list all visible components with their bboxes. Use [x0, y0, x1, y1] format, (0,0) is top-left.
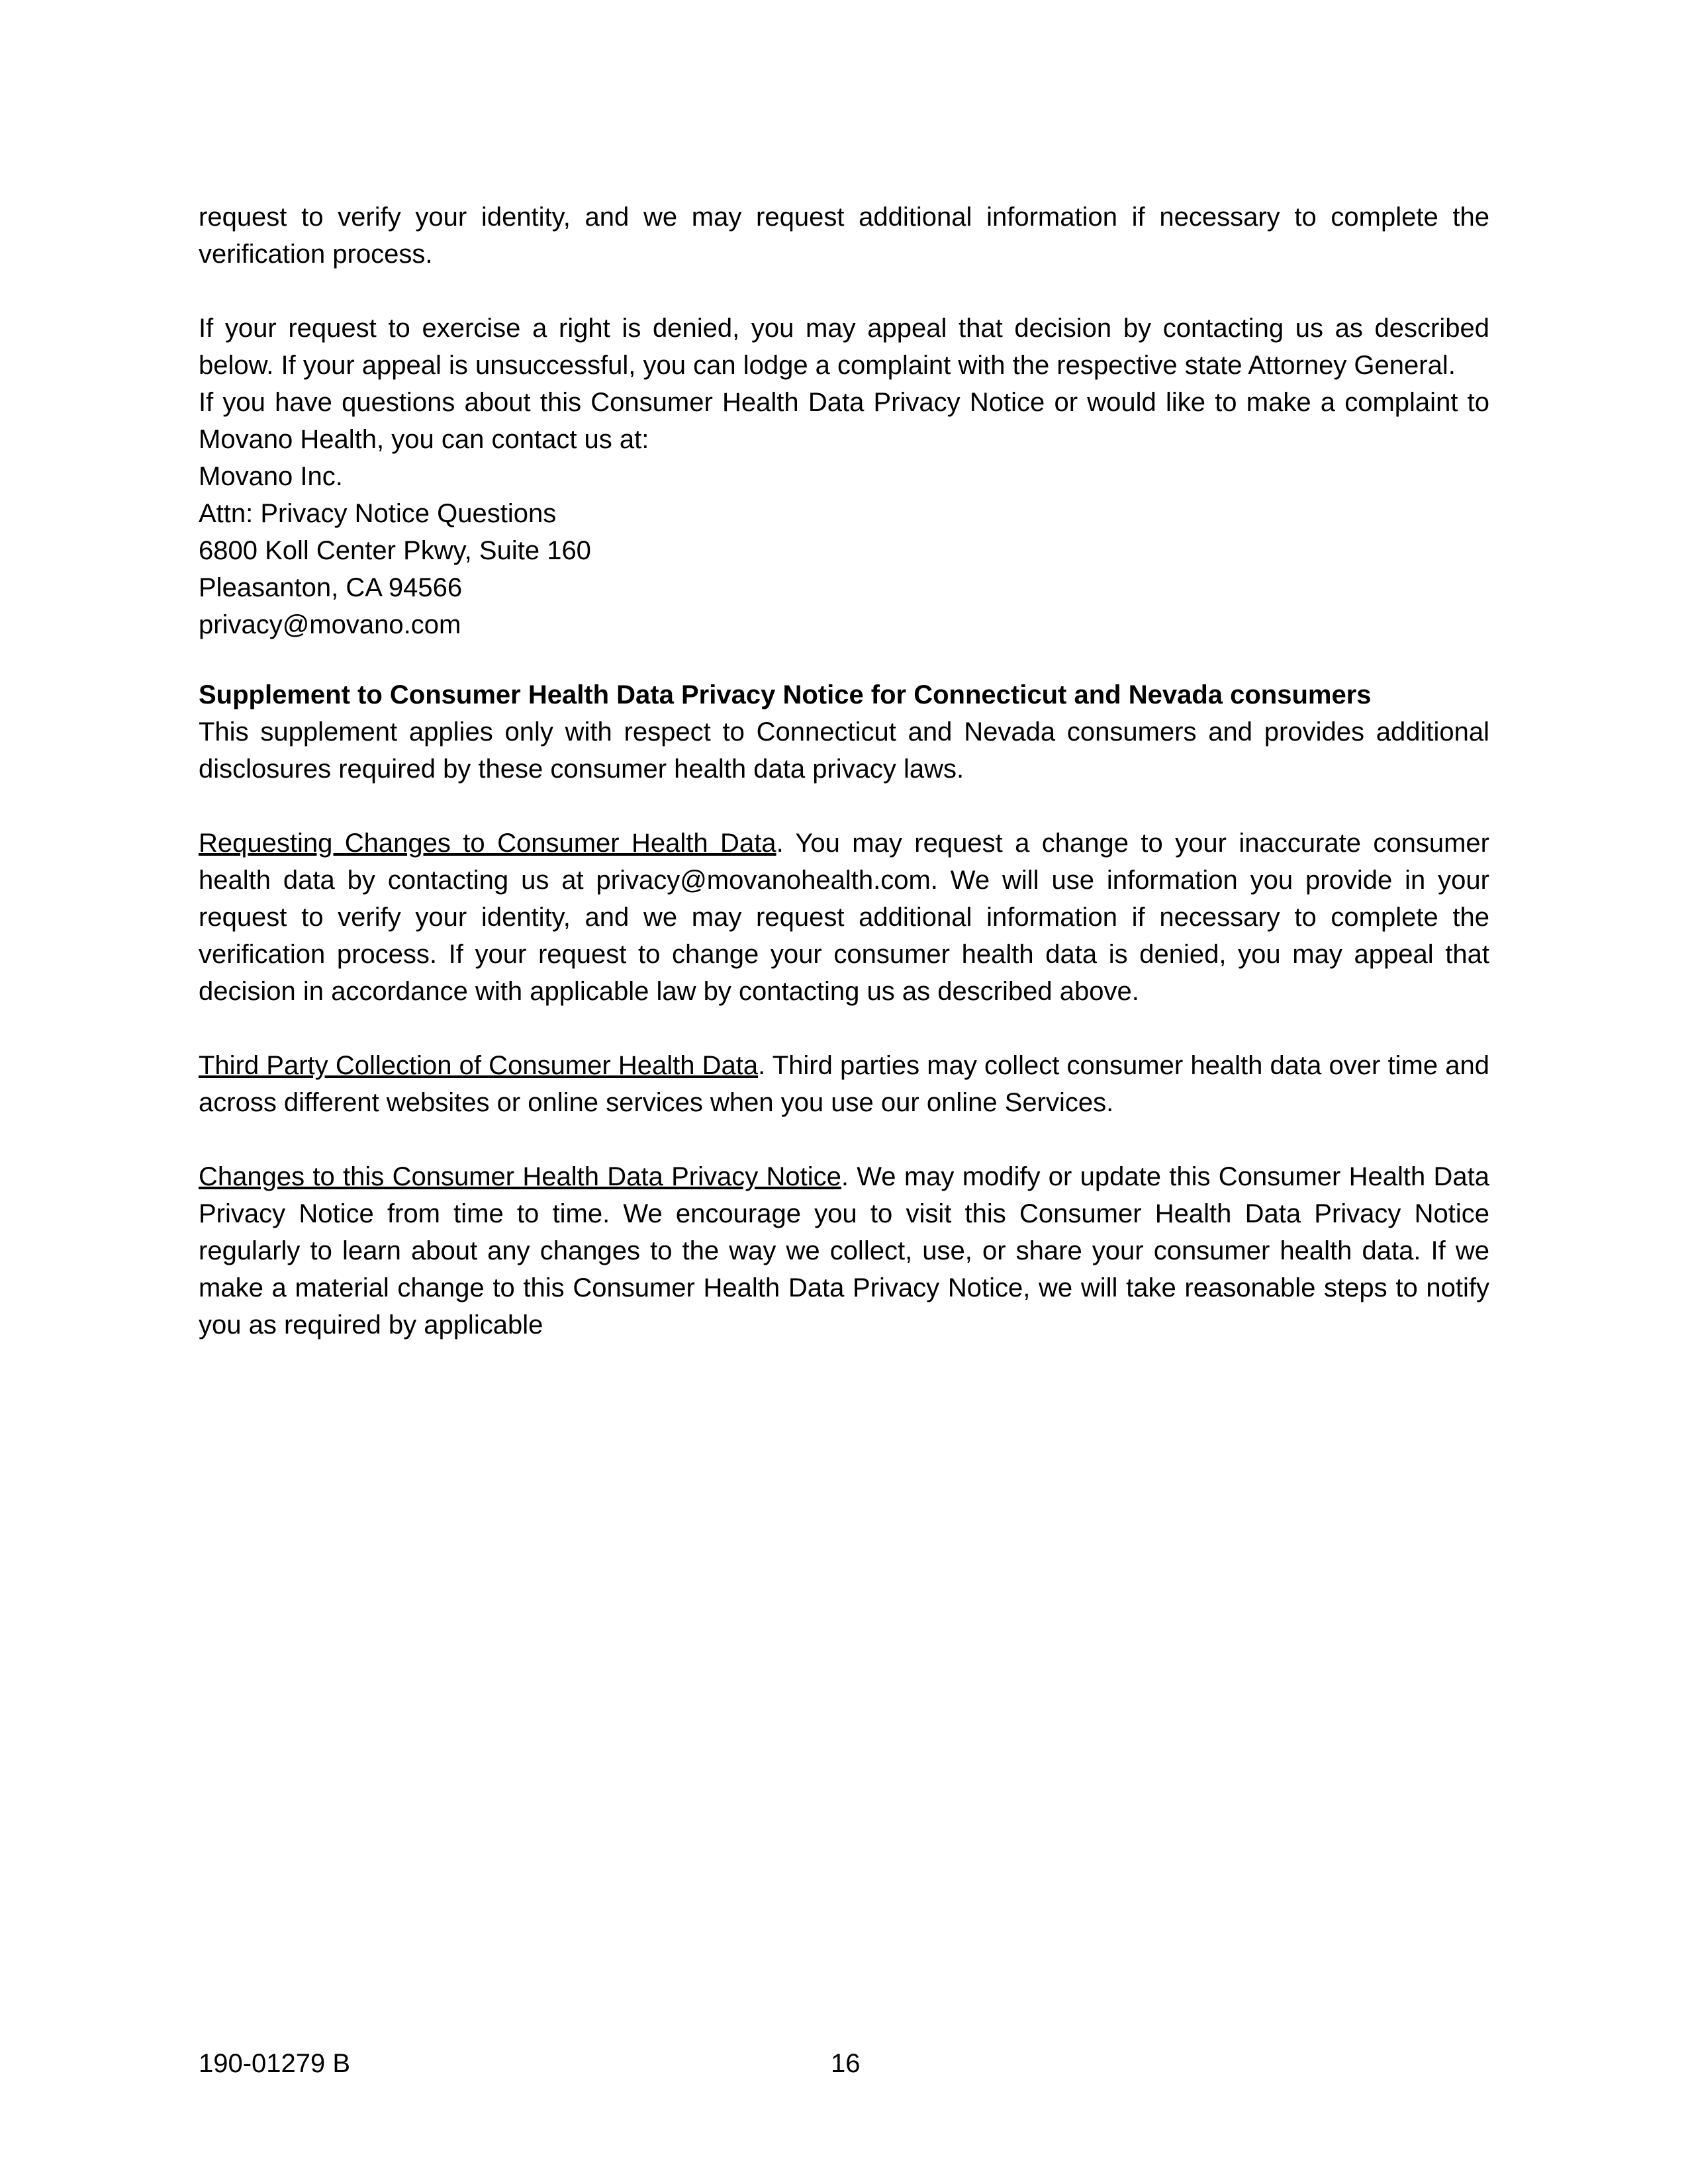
- section-body-requesting-changes: . You may request a change to your inaccurate consumer health data by contacting us at privacy@movanohealth.com. We will use information you provide in your request to verify your identity, and we may request additional information if necessary to complete the verification process. If your request to change your consumer health data is denied, you may appeal that decision in accordance with applicable law by contacting us as described above.: [199, 829, 1490, 1006]
- contact-attn: Attn: Privacy Notice Questions: [199, 499, 557, 528]
- contact-address: [199, 458, 1489, 643]
- section-body-changes-notice: . We may modify or update this Consumer Health Data Privacy Notice from time to time. We encourage you to visit this Consumer Health Data Privacy Notice regularly to learn about any changes to the way we collect, use, or share your consumer health data. If we make a material change to this Consumer Health Data Privacy Notice, we will take reasonable steps to notify you as required by applicable: [199, 1162, 1490, 1340]
- section-body-third-party: . Third parties may collect consumer health data over time and across different websites or online services when you use our online Services.: [199, 1051, 1489, 1117]
- section-title-third-party: Third Party Collection of Consumer Health Data: [199, 1051, 759, 1080]
- contact-street: 6800 Koll Center Pkwy, Suite 160: [199, 536, 591, 565]
- paragraph-contact-intro: If you have questions about this Consumer Health Data Privacy Notice or would like to make a complaint to Movano Health, you can contact us at:: [199, 388, 1489, 454]
- contact-company: Movano Inc.: [199, 462, 343, 491]
- document-body: [199, 199, 1489, 1343]
- paragraph-appeal: If your request to exercise a right is denied, you may appeal that decision by contacting us as described below. If your appeal is unsuccessful, you can lodge a complaint with the respective state Attorney General.: [199, 314, 1489, 380]
- supplement-intro: This supplement applies only with respect to Connecticut and Nevada consumers and provides additional disclosures required by these consumer health data privacy laws.: [199, 717, 1489, 784]
- footer-page-number: 16: [831, 2049, 861, 2078]
- section-third-party: [199, 1047, 1489, 1121]
- contact-city: Pleasanton, CA 94566: [199, 573, 463, 602]
- section-requesting-changes: [199, 825, 1489, 1010]
- section-changes-notice: [199, 1158, 1489, 1343]
- section-title-changes-notice: Changes to this Consumer Health Data Privacy Notice: [199, 1162, 841, 1191]
- section-title-requesting-changes: Requesting Changes to Consumer Health Data: [199, 829, 776, 858]
- contact-email[interactable]: privacy@movano.com: [199, 610, 461, 639]
- footer-doc-id: 190-01279 B: [199, 2049, 351, 2078]
- paragraph-verification: request to verify your identity, and we may request additional information if necessary to complete the verification process.: [199, 203, 1489, 269]
- supplement-heading: Supplement to Consumer Health Data Privacy Notice for Connecticut and Nevada consumers: [199, 680, 1372, 709]
